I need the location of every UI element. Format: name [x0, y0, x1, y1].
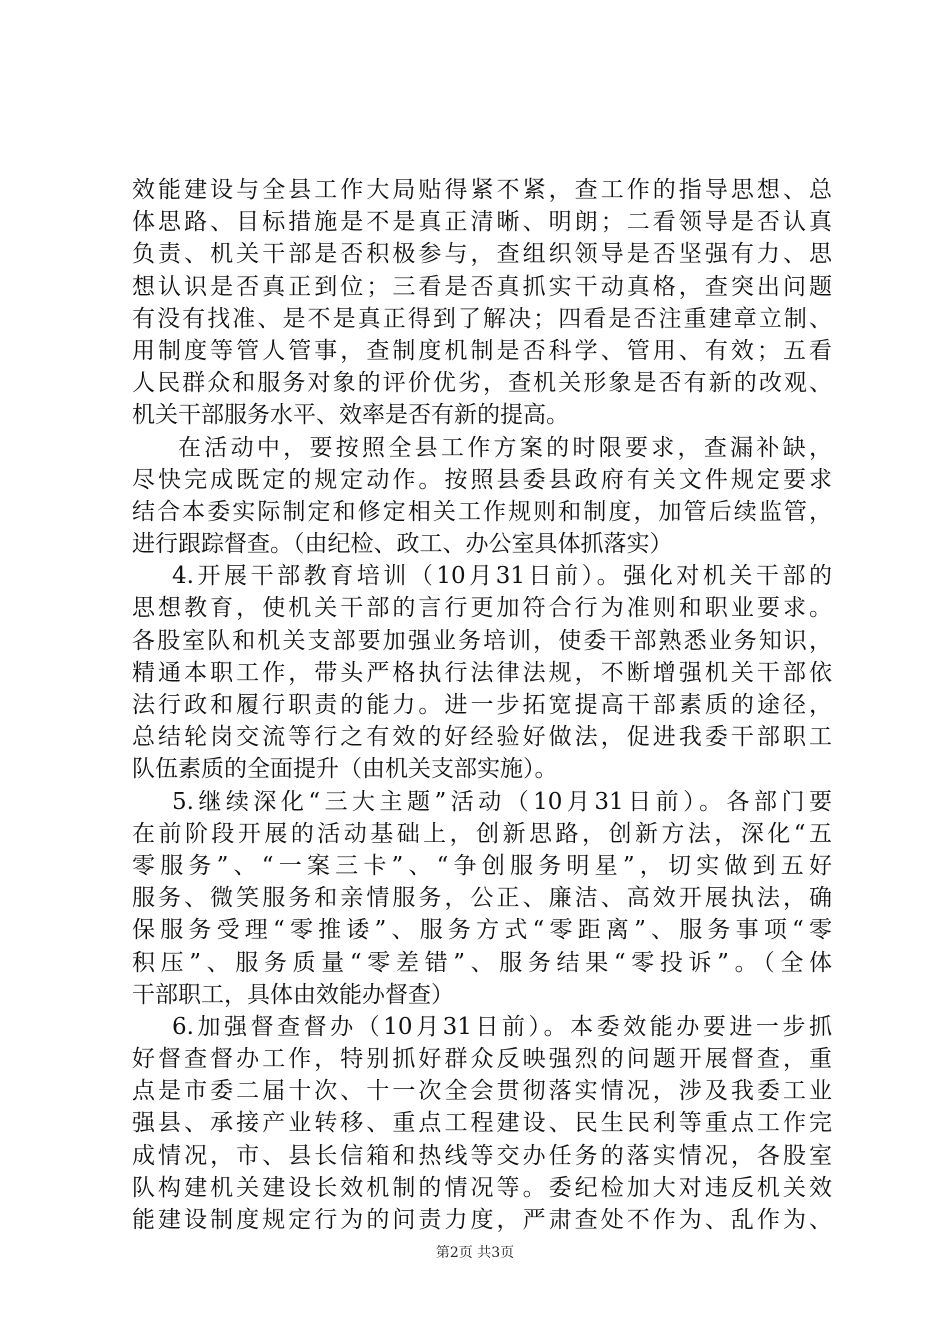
document-body	[132, 174, 832, 1236]
page-number: 第2页 共3页	[435, 1245, 515, 1261]
text-line: 人民群众和服务对象的评价优劣，查机关形象是否有新的改观、	[132, 370, 832, 397]
text-line: 零服务”、“一案三卡”、“争创服务明星”，切实做到五好	[132, 852, 832, 879]
text-line: 6.加强督查督办（10月31日前）。本委效能办要进一步抓	[172, 1013, 832, 1040]
text-line: 用制度等管人管事，查制度机制是否科学、管用、有效；五看	[132, 337, 832, 364]
text-line: 机关干部服务水平、效率是否有新的提高。	[132, 402, 569, 429]
text-line: 体思路、目标措施是不是真正清晰、明朗；二看领导是否认真	[132, 209, 832, 236]
text-line: 效能建设与全县工作大局贴得紧不紧，查工作的指导思想、总	[132, 177, 832, 203]
text-line: 在活动中，要按照全县工作方案的时限要求，查漏补缺，	[178, 434, 832, 461]
text-line: 成情况，市、县长信箱和热线等交办任务的落实情况，各股室	[132, 1142, 832, 1169]
page-footer	[0, 1242, 950, 1262]
text-line: 各股室队和机关支部要加强业务培训，使委干部熟悉业务知识，	[132, 627, 832, 654]
text-line: 尽快完成既定的规定动作。按照县委县政府有关文件规定要求	[132, 466, 832, 493]
text-line: 法行政和履行职责的能力。进一步拓宽提高干部素质的途径，	[132, 692, 832, 718]
text-line: 结合本委实际制定和修定相关工作规则和制度，加管后续监管，	[132, 498, 832, 525]
text-line: 想认识是否真正到位；三看是否真抓实干动真格，查突出问题	[132, 273, 832, 300]
text-line: 在前阶段开展的活动基础上，创新思路，创新方法，深化“五	[132, 820, 832, 847]
text-line: 队伍素质的全面提升（由机关支部实施）。	[132, 756, 558, 783]
text-line: 思想教育，使机关干部的言行更加符合行为准则和职业要求。	[132, 595, 832, 622]
text-line: 强县、承接产业转移、重点工程建设、民生民利等重点工作完	[132, 1110, 832, 1137]
text-line: 进行跟踪督查。（由纪检、政工、办公室具体抓落实）	[132, 531, 673, 558]
text-line: 干部职工，具体由效能办督查）	[132, 981, 454, 1008]
text-line: 保服务受理“零推诿”、服务方式“零距离”、服务事项“零	[132, 917, 832, 944]
text-line: 积压”、服务质量“零差错”、服务结果“零投诉”。（全体	[132, 949, 832, 976]
text-line: 4.开展干部教育培训（10月31日前）。强化对机关干部的	[172, 563, 832, 590]
text-line: 队构建机关建设长效机制的情况等。委纪检加大对违反机关效	[132, 1174, 832, 1201]
text-line: 好督查督办工作，特别抓好群众反映强烈的问题开展督查，重	[132, 1046, 832, 1073]
text-line: 总结轮岗交流等行之有效的好经验好做法，促进我委干部职工	[132, 724, 832, 751]
text-line: 能建设制度规定行为的问责力度，严肃查处不作为、乱作为、	[132, 1207, 832, 1233]
text-line: 5.继续深化“三大主题”活动（10月31日前）。各部门要	[172, 788, 832, 815]
text-line: 点是市委二届十次、十一次全会贯彻落实情况，涉及我委工业	[132, 1078, 832, 1105]
text-line: 有没有找准、是不是真正得到了解决；四看是否注重建章立制、	[132, 305, 832, 332]
text-line: 负责、机关干部是否积极参与，查组织领导是否坚强有力、思	[132, 241, 832, 268]
text-line: 精通本职工作，带头严格执行法律法规，不断增强机关干部依	[132, 659, 832, 686]
text-line: 服务、微笑服务和亲情服务，公正、廉洁、高效开展执法，确	[132, 885, 832, 912]
